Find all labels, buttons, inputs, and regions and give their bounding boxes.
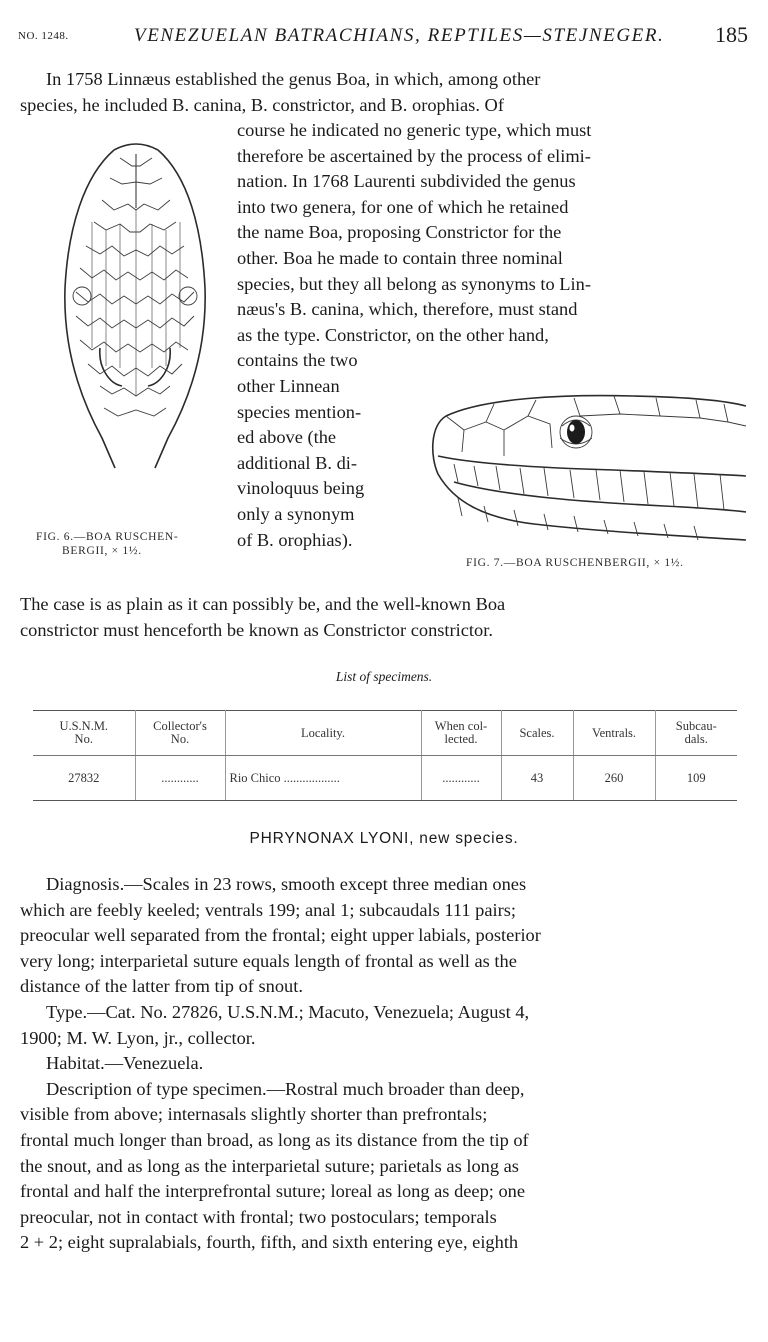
text-line: Description of type specimen.—Rostral much broader than deep,	[46, 1078, 525, 1099]
running-header	[18, 22, 748, 52]
text-line: therefore be ascertained by the process of elimi-	[237, 145, 591, 166]
table-row	[33, 756, 737, 801]
text-line: the snout, and as long as the interparietal suture; parietals as long as	[20, 1155, 519, 1176]
header-line: Subcau-	[675, 719, 717, 733]
boa-head-top-view-illustration	[40, 118, 230, 478]
text-line: distance of the latter from tip of snout.	[20, 976, 303, 997]
text-line: very long; interparietal suture equals length of frontal as well as the	[20, 950, 517, 971]
cell-ventrals: 260	[573, 756, 655, 801]
header-line: lected.	[444, 732, 478, 746]
caption-line: FIG. 6.—BOA RUSCHEN-	[36, 531, 179, 543]
text-line: 2 + 2; eight supralabials, fourth, fifth, and sixth entering eye, eighth	[20, 1232, 519, 1253]
table-caption: List of specimens.	[335, 669, 433, 684]
text-line: which are feebly keeled; ventrals 199; anal 1; subcaudals 111 pairs;	[20, 899, 517, 920]
running-title: VENEZUELAN BATRACHIANS, REPTILES—STEJNEGER.	[134, 25, 665, 46]
text-line: the name Boa, proposing Constrictor for the	[237, 222, 562, 243]
header-ventrals	[573, 711, 655, 756]
text-line: contains the two	[237, 350, 358, 371]
text-line: into two genera, for one of which he retained	[237, 196, 569, 217]
species-heading: PHRYNONAX LYONI, new species.	[249, 830, 519, 847]
header-subcaudals	[655, 711, 737, 756]
header-line: No.	[170, 732, 190, 746]
text-line: visible from above; internasals slightly shorter than prefrontals;	[20, 1104, 488, 1125]
text-line: 1900; M. W. Lyon, jr., collector.	[20, 1027, 256, 1048]
page-number: 185	[715, 22, 748, 47]
cell-collector-no: ............	[135, 756, 225, 801]
fig6-caption	[36, 530, 178, 558]
intro-closing	[20, 592, 748, 643]
header-line: dals.	[684, 732, 708, 746]
fig7-caption: FIG. 7.—BOA RUSCHENBERGII, × 1½.	[466, 557, 684, 569]
text-line: preocular well separated from the frontal; eight upper labials, posterior	[20, 925, 541, 946]
species-description	[20, 872, 748, 1256]
cell-when-collected: ............	[421, 756, 501, 801]
cell-scales: 43	[501, 756, 573, 801]
text-line: Diagnosis.—Scales in 23 rows, smooth except three median ones	[46, 874, 527, 894]
intro-narrow	[237, 374, 417, 553]
header-when-collected	[421, 711, 501, 756]
text-line: only a synonym	[237, 503, 355, 524]
text-line: nation. In 1768 Laurenti subdivided the genus	[237, 171, 576, 192]
header-scales	[501, 711, 573, 756]
header-line: Collector's	[153, 719, 207, 733]
header-line: U.S.N.M.	[59, 719, 109, 733]
header-usnm-no	[33, 711, 135, 756]
publication-number: NO. 1248.	[18, 30, 69, 42]
cell-usnm-no: 27832	[33, 756, 135, 801]
text-line: frontal much longer than broad, as long as its distance from the tip of	[20, 1129, 529, 1150]
text-line: other. Boa he made to contain three nominal	[237, 247, 563, 268]
text-line: The case is as plain as it can possibly be, and the well-known Boa	[20, 594, 506, 614]
cell-locality: Rio Chico ..................	[225, 756, 421, 801]
header-locality	[225, 711, 421, 756]
text-line: of B. orophias).	[237, 529, 353, 550]
table-header-row	[33, 711, 737, 756]
header-line: Scales.	[519, 725, 555, 740]
header-line: Ventrals.	[591, 725, 637, 740]
text-line: frontal and half the interprefrontal suture; loreal as long as deep; one	[20, 1181, 526, 1202]
text-line: additional B. di-	[237, 452, 358, 473]
text-line: constrictor must henceforth be known as Constrictor constrictor.	[20, 619, 493, 640]
text-line: vinoloquus being	[237, 478, 365, 499]
intro-opening	[20, 67, 748, 118]
text-line: Type.—Cat. No. 27826, U.S.N.M.; Macuto, Venezuela; August 4,	[46, 1001, 530, 1022]
text-line: ed above (the	[237, 427, 337, 448]
boa-head-side-view-illustration	[424, 386, 750, 550]
text-line: other Linnean	[237, 376, 340, 396]
caption-line: BERGII, × 1½.	[62, 545, 142, 557]
header-line: When col-	[434, 719, 488, 733]
text-line: Habitat.—Venezuela.	[46, 1053, 204, 1074]
header-line: Locality.	[301, 725, 345, 740]
text-line: In 1758 Linnæus established the genus Boa, in which, among other	[46, 69, 541, 89]
header-collector-no	[135, 711, 225, 756]
cell-subcaudals: 109	[655, 756, 737, 801]
intro-middle	[237, 118, 747, 374]
text-line: course he indicated no generic type, which must	[237, 120, 592, 140]
text-line: species, but they all belong as synonyms to Lin-	[237, 273, 591, 294]
header-line: No.	[74, 732, 93, 746]
text-line: preocular, not in contact with frontal; two postoculars; temporals	[20, 1206, 497, 1227]
text-line: as the type. Constrictor, on the other hand,	[237, 324, 549, 345]
text-line: næus's B. canina, which, therefore, must stand	[237, 299, 578, 320]
text-line: species, he included B. canina, B. constrictor, and B. orophias. Of	[20, 94, 504, 115]
specimens-table	[33, 710, 737, 801]
text-line: species mention-	[237, 401, 362, 422]
